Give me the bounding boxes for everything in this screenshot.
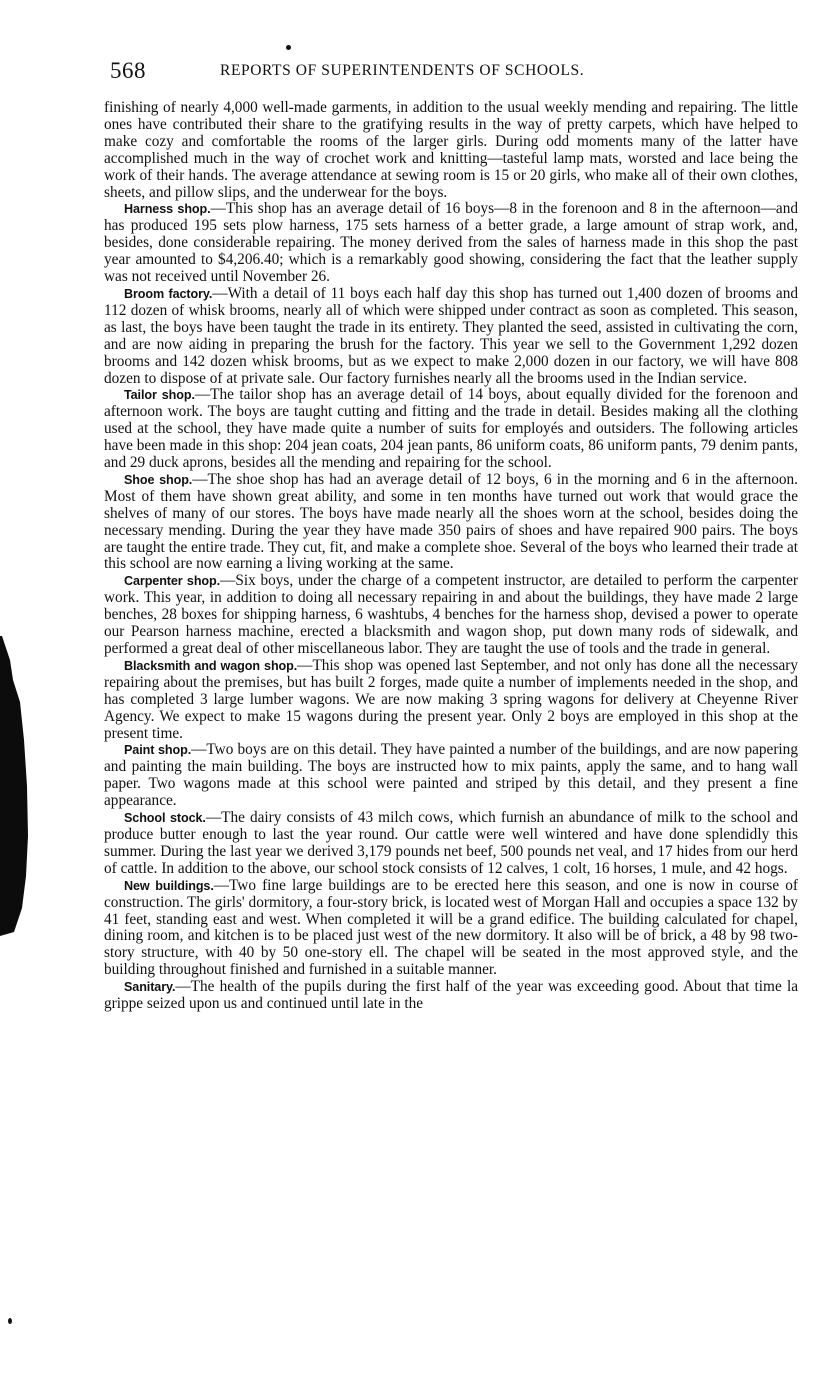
paragraph-text: —This shop was opened last September, and not only has done all the necessary repairing about the premises, but has built 2 forges, made quite a number of implements needed in the shop, and has completed 3 large lumber wagons. We are now making 3 spring wagons for delivery at Cheyenne River Agency. We expect to make 15 wagons during the present year. Only 2 boys are employed in this shop at the present time. <box>104 656 798 742</box>
running-title: REPORTS OF SUPERINTENDENTS OF SCHOOLS. <box>220 62 585 79</box>
page-header <box>110 58 800 90</box>
paragraph-carpenter-shop <box>104 573 798 658</box>
paragraph-heading: Harness shop. <box>124 202 211 217</box>
paragraph-text: —Six boys, under the charge of a competent instructor, are detailed to perform the carpenter work. This year, in addition to doing all necessary repairing in and about the buildings, they have made 2 large benches, 28 boxes for shipping harness, 6 washtubs, 4 benches for the harness shop, devised a power to operate our Pearson harness machine, erected a blacksmith and wagon shop, put down many rods of sidewalk, and performed a great deal of other miscellaneous labor. They are taught the use of tools and the trade in general. <box>104 572 798 657</box>
paragraph-text: —Two fine large buildings are to be erected here this season, and one is now in course of construction. The girls' dormitory, a four-story brick, is located west of Morgan Hall and occupies a space 132 by 41 feet, standing east and west. When completed it will be a grand edifice. The building calculated for chapel, dining room, and kitchen is to be placed just west of the new dormitory. It also will be of brick, a 48 by 98 two-story structure, with 40 by 50 one-story ell. The chapel will be seated in the most approved style, and the building throughout finished and furnished in a suitable manner. <box>104 876 798 979</box>
paragraph-new-buildings <box>104 878 798 979</box>
paragraph-text: —This shop has an average detail of 16 boys—8 in the forenoon and 8 in the afternoon—and has produced 195 sets plow harness, 175 sets harness of a better grade, a large amount of strap work, and, besides, done considerable repairing. The money derived from the sales of harness made in this shop the past year amounted to $4,206.40; which is a remarkably good showing, considering the fact that the leather supply was not received until November 26. <box>104 200 798 286</box>
paragraph-heading: Shoe shop. <box>124 472 193 487</box>
paragraph-heading: Paint shop. <box>124 743 192 758</box>
paragraph-text: finishing of nearly 4,000 well-made garments, in addition to the usual weekly mending and repairing. The little ones have contributed their share to the gratifying results in the way of pretty carpets, which have helped to make cozy and comfortable the rooms of the larger girls. During odd moments many of the latter have accomplished much in the way of crochet work and knitting—tasteful lamp mats, worsted and lace being the work of their hands. The average attendance at sewing room is 15 or 20 girls, who make all of their own clothes, sheets, and pillow slips, and the underwear for the boys. <box>104 99 798 201</box>
paragraph-text: —The shoe shop has had an average detail of 12 boys, 6 in the morning and 6 in the afternoon. Most of them have shown great ability, and some in ten months have turned out work that would grace the shelves of many of our stores. The boys have made nearly all the shoes worn at the school, besides doing the necessary mending. During the year they have made 350 pairs of shoes and have repaired 900 pairs. The boys are taught the entire trade. They cut, fit, and make a complete shoe. Several of the boys who learned their trade at this school are now earning a living working at the same. <box>104 470 798 573</box>
paragraph-harness-shop <box>104 201 798 286</box>
paragraph-blacksmith-shop <box>104 658 798 743</box>
paragraph-heading: Blacksmith and wagon shop. <box>124 658 298 673</box>
paragraph-heading: Sanitary. <box>124 980 176 995</box>
report-body <box>104 100 798 1013</box>
paragraph-text: —The dairy consists of 43 milch cows, which furnish an abundance of milk to the school and produce butter enough to last the year round. Our cattle were well wintered and have done splendidly this summer. During the last year we derived 3,179 pounds net beef, 500 pounds net veal, and 17 hides from our herd of cattle. In addition to the above, our school stock consists of 12 calves, 1 colt, 16 horses, 1 mule, and 42 hogs. <box>104 809 798 877</box>
paragraph-sanitary <box>104 979 798 1013</box>
paragraph-heading: School stock. <box>124 811 206 826</box>
paragraph-heading: Broom factory. <box>124 286 213 301</box>
paragraph-text: —The health of the pupils during the first half of the year was exceeding good. About that time la grippe seized upon us and continued until late in the <box>104 978 798 1013</box>
scan-binding-shadow <box>0 636 30 936</box>
paragraph-text: —Two boys are on this detail. They have painted a number of the buildings, and are now papering and painting the main building. The boys are instructed how to mix paints, apply the same, and to hang wall paper. Two wagons made at this school were painted and striped by this detail, and they present a fine appearance. <box>104 741 798 810</box>
paragraph-tailor-shop <box>104 387 798 472</box>
paragraph-school-stock <box>104 810 798 878</box>
paragraph-sewing-room <box>104 100 798 201</box>
paragraph-paint-shop <box>104 742 798 810</box>
paragraph-broom-factory <box>104 286 798 387</box>
paragraph-heading: Tailor shop. <box>124 388 195 403</box>
paragraph-heading: New buildings. <box>124 878 214 893</box>
paragraph-heading: Carpenter shop. <box>124 574 221 589</box>
paragraph-text: —The tailor shop has an average detail of 14 boys, about equally divided for the forenoon and afternoon work. The boys are taught cutting and fitting and the trade in detail. Besides making all the clothing used at the school, they have made quite a number of suits for employés and outsiders. The following articles have been made in this shop: 204 jean coats, 204 jean pants, 86 uniform coats, 86 uniform pants, 79 denim pants, and 29 duck aprons, besides all the mending and repairing for the school. <box>104 386 798 472</box>
paragraph-shoe-shop <box>104 472 798 573</box>
paragraph-text: —With a detail of 11 boys each half day this shop has turned out 1,400 dozen of brooms and 112 dozen of whisk brooms, nearly all of which were shipped under contract as soon as completed. This season, as last, the boys have been taught the trade in its entirety. They planted the seed, assisted in cultivating the corn, and are now aiding in preparing the brush for the factory. This year we sell to the Government 1,292 dozen brooms and 142 dozen whisk brooms, but as we expect to make 2,000 dozen in our factory, we will have 808 dozen to dispose of at private sale. Our factory furnishes nearly all the brooms used in the Indian service. <box>104 284 798 387</box>
page-number: 568 <box>110 58 146 83</box>
scan-speck-top <box>286 45 291 50</box>
scan-speck-bottom <box>8 1318 12 1324</box>
